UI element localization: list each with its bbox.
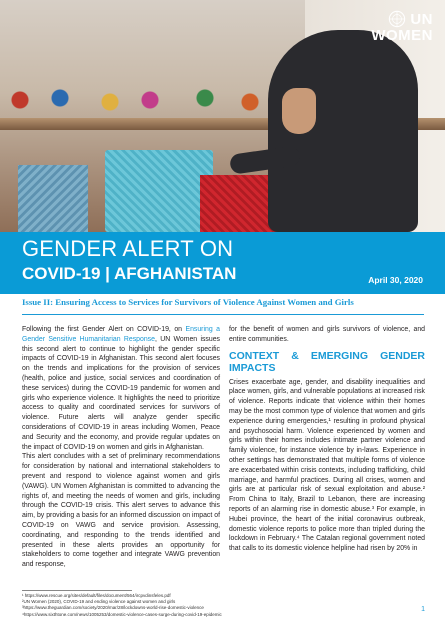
intro-paragraph: [22, 325, 220, 452]
title-line-2: COVID-19 | AFGHANISTAN: [22, 264, 237, 283]
footnote-1[interactable]: ¹ https://www.rescue.org/sites/default/files/document/564/ircpvdinsfeles.pdf: [22, 593, 171, 598]
photo-face: [282, 88, 316, 134]
un-women-logo: [371, 10, 433, 43]
photo-dolls: [0, 80, 300, 122]
continuation-paragraph: for the benefit of women and girls survivors of violence, and entire communities.: [229, 326, 425, 343]
logo-women-text: WOMEN: [371, 27, 433, 44]
footnote-2: ²UN Women (2020), COVID-19 and ending violence against women and girls: [22, 599, 176, 605]
issue-divider: [22, 314, 424, 315]
un-emblem-icon: [388, 10, 406, 28]
first-alert-link[interactable]: Ensuring a Gender Sensitive Humanitarian Response: [22, 326, 220, 343]
footnotes: [22, 593, 402, 618]
context-paragraph: Crises exacerbate age, gender, and disability inequalities and place women, girls, and vulnerable populations at increased risk of violence. Reports indicate that violence within their homes may be the most common type of violence that women and girls experience during emergencies,¹ resulting in profound physical and psychosocial harm. Violence experienced by women and girls within their homes includes intimate partner violence and family violence, for instance violence by in-laws. Experience in other settings has demonstrated that multiple forms of violence are exacerbated within crisis contexts, including trafficking, child marriage, and harmful practices. During all crises, women and girls are at particular risk of sexual exploitation and abuse.² From China to Italy, Brazil to Lebanon, there are increasing reports of an alarming rise in domestic abuse.³ For example, in Hubei province, the heart of the initial coronavirus outbreak, domestic violence reports to police more than tripled during the lockdown in February.⁴ The Catalan regional government noted that calls to its domestic violence helpline had risen by 20% in: [229, 378, 425, 553]
footnote-divider: [22, 590, 132, 591]
recommendations-paragraph: This alert concludes with a set of preliminary recommendations for consideration by national and international stakeholders to prevent and respond to violence against women and girls (VAWG). UN Women Afghanistan is committed to advancing the rights of, and meeting the needs of women and girls, including through the COVID-19 crisis. This alert serves to advance this aim, by providing a basis for an informed discussion on impact of COVID-19 on VAWG and service provision. Assessing, coordinating, and responding to the trends identified and presented in these alerts provides an opportunity for stakeholders to come together and integrate VAWG prevention and response,: [22, 453, 220, 569]
footnote-3[interactable]: ³https://www.theguardian.com/society/2020/mar/28/lockdowns-world-rise-domestic-violence: [22, 605, 204, 611]
cover-photo: [0, 0, 445, 232]
page-number: 1: [421, 606, 425, 613]
photo-knitwork-blue: [18, 165, 88, 232]
logo-un-text: UN: [410, 10, 433, 28]
photo-knitwork-teal: [105, 150, 213, 232]
section-heading: CONTEXT & EMERGING GENDER IMPACTS: [229, 349, 425, 374]
left-column: [22, 325, 220, 570]
publication-date: April 30, 2020: [368, 275, 423, 285]
issue-subtitle: Issue II: Ensuring Access to Services for Survivors of Violence Against Women and Girls: [22, 297, 354, 307]
right-column: [229, 325, 425, 554]
title-line-1: GENDER ALERT ON: [22, 236, 234, 261]
footnote-4[interactable]: ⁴https://www.sixthtone.com/news/1005253/domestic-violence-cases-surge-during-covid-19-epidemic: [22, 611, 222, 617]
intro-text-end: , UN Women issues this second alert to continue to highlight the gender specific impacts of COVID-19 in Afghanistan. This second alert focuses on the trends and implications for the provision of services (health, police and justice, social services and coordination of these services) during the COVID-19 pandemic for women and girls who experience violence. It highlights the need to prioritize access to quality and coordinated services for survivors of violence. Future alerts will analyze gender specific considerations of COVID-19 in areas including Women, Peace and Security and the economy, and provide regular updates on the impact of COVID-19 on women and girls in Afghanistan.: [22, 335, 220, 451]
intro-text-start: Following the first Gender Alert on COVID-19, on: [22, 326, 186, 333]
